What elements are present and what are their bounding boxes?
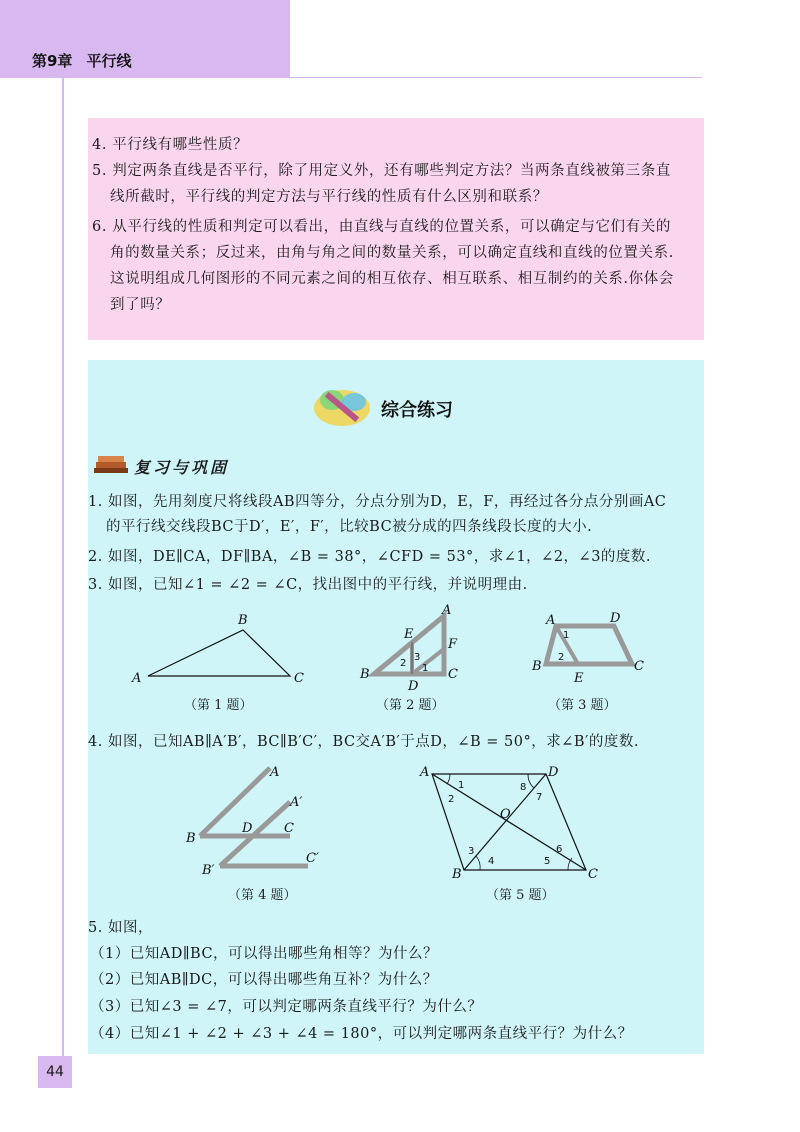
fig2-label-f: F <box>448 637 458 652</box>
fig3-label-e: E <box>574 671 584 686</box>
figure-2 <box>356 604 466 696</box>
fig2-label-e: E <box>404 627 414 642</box>
fig4-label-c: C <box>284 821 294 836</box>
figure-3 <box>528 610 644 694</box>
section-title: 综合练习 <box>381 400 453 421</box>
fig5-angle-3: 3 <box>468 846 475 857</box>
section-icon <box>308 378 376 432</box>
fig2-angle-2: 2 <box>400 658 407 669</box>
fig5-label-a: A <box>420 765 430 780</box>
fig5-angle-2: 2 <box>448 794 455 805</box>
exercise-5-intro: 5. 如图， <box>88 920 153 936</box>
fig5-caption: （第 5 题） <box>486 888 555 903</box>
fig2-label-d: D <box>408 679 419 694</box>
fig2-angle-1: 1 <box>422 663 429 674</box>
exercise-4: 4. 如图，已知AB∥A′B′，BC∥B′C′，BC交A′B′于点D，∠B = 50°，求∠B′的度数. <box>88 734 639 750</box>
fig5-label-c: C <box>588 867 598 882</box>
review-question-4: 4. 平行线有哪些性质？ <box>92 137 249 153</box>
exercise-5-part-2: （2）已知AB∥DC，可以得出哪些角互补？为什么？ <box>90 972 438 988</box>
fig4-label-b: B <box>186 831 196 846</box>
chapter-number: 第9章 <box>32 52 73 70</box>
fig3-label-a: A <box>546 613 556 628</box>
exercise-3: 3. 如图，已知∠1 = ∠2 = ∠C，找出图中的平行线，并说明理由. <box>88 577 528 593</box>
exercise-5-part-1: （1）已知AD∥BC，可以得出哪些角相等？为什么？ <box>90 946 439 962</box>
exercise-5-part-4: （4）已知∠1 + ∠2 + ∠3 + ∠4 = 180°，可以判定哪两条直线平行？为什么？ <box>90 1026 633 1042</box>
fig1-label-c: C <box>294 671 304 686</box>
fig1-label-b: B <box>238 613 248 628</box>
fig4-label-a: A <box>270 765 280 780</box>
fig4-caption: （第 4 题） <box>228 888 297 903</box>
fig5-label-o: O <box>500 807 511 822</box>
books-icon <box>92 452 130 476</box>
exercise-1: 1. 如图，先用刻度尺将线段AB四等分，分点分别为D，E，F，再经过各分点分别画AC 的平行线交线段BC于D′，E′，F′，比较BC被分成的四条线段长度的大小. <box>88 494 667 535</box>
chapter-title: 平行线 <box>86 52 132 70</box>
fig5-angle-4: 4 <box>488 856 495 867</box>
fig4-label-c-prime: C′ <box>306 851 319 866</box>
margin-rule <box>62 78 64 1078</box>
exercise-5-part-3: （3）已知∠3 = ∠7，可以判定哪两条直线平行？为什么？ <box>90 999 483 1015</box>
page-number: 44 <box>38 1056 72 1088</box>
subsection-title: 复习与巩固 <box>134 458 230 477</box>
fig4-label-d: D <box>242 821 253 836</box>
figure-1 <box>128 608 318 692</box>
header-rule <box>290 77 702 78</box>
fig4-label-b-prime: B′ <box>202 863 215 878</box>
fig2-label-c: C <box>448 667 458 682</box>
fig3-angle-1: 1 <box>563 630 570 641</box>
fig1-caption: （第 1 题） <box>184 698 253 713</box>
fig4-label-a-prime: A′ <box>290 795 303 810</box>
fig5-label-d: D <box>548 765 559 780</box>
review-question-6: 6. 从平行线的性质和判定可以看出，由直线与直线的位置关系，可以确定与它们有关的 角的数量关系；反过来，由角与角之间的数量关系，可以确定直线和直线的位置关系. 这说明组成几何图形的不同元素之间的相互依存、相互联系、相互制约的关系.你体会 到了吗？ <box>92 219 674 313</box>
fig5-angle-7: 7 <box>536 792 543 803</box>
fig2-label-b: B <box>360 667 370 682</box>
exercise-2: 2. 如图，DE∥CA，DF∥BA，∠B = 38°，∠CFD = 53°，求∠1，∠2，∠3的度数. <box>88 549 652 565</box>
fig2-label-a: A <box>442 604 452 618</box>
fig1-label-a: A <box>132 671 142 686</box>
figure-5 <box>416 760 606 886</box>
fig2-caption: （第 2 题） <box>376 698 445 713</box>
fig5-angle-8: 8 <box>520 782 527 793</box>
figure-4 <box>180 764 330 884</box>
fig5-angle-6: 6 <box>556 844 563 855</box>
fig5-angle-5: 5 <box>544 856 551 867</box>
fig3-label-c: C <box>634 659 644 674</box>
fig5-label-b: B <box>452 867 462 882</box>
fig3-label-b: B <box>532 659 542 674</box>
review-question-5: 5. 判定两条直线是否平行，除了用定义外，还有哪些判定方法？当两条直线被第三条直 线所截时，平行线的判定方法与平行线的性质有什么区别和联系？ <box>92 163 671 205</box>
fig3-label-d: D <box>610 611 621 626</box>
fig3-angle-2: 2 <box>558 652 565 663</box>
fig5-angle-1: 1 <box>458 780 465 791</box>
fig3-caption: （第 3 题） <box>548 698 617 713</box>
chapter-heading <box>32 50 145 71</box>
fig2-angle-3: 3 <box>414 652 421 663</box>
